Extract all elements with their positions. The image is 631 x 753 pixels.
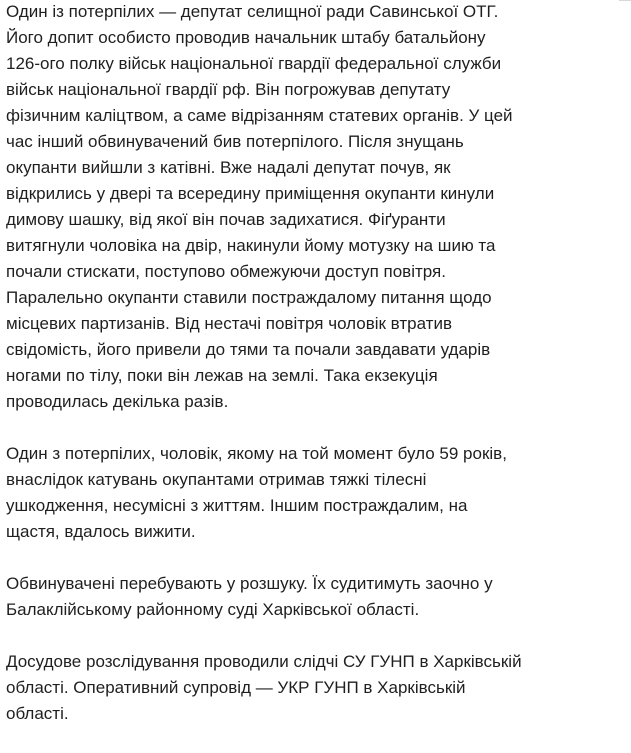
text-line: фізичним каліцтвом, а саме відрізанням статевих органів. У цей bbox=[6, 106, 513, 125]
text-line: витягнули чоловіка на двір, накинули йому мотузку на шию та bbox=[6, 236, 496, 255]
text-line: Один із потерпілих — депутат селищної ради Савинської ОТГ. bbox=[6, 2, 499, 21]
text-line: області. bbox=[6, 704, 69, 723]
paragraph bbox=[6, 571, 631, 623]
text-line: місцевих партизанів. Від нестачі повітря чоловік втратив bbox=[6, 314, 452, 333]
text-line: військ національної гвардії рф. Він погрожував депутату bbox=[6, 80, 451, 99]
text-line: відкрились у двері та всередину приміщення окупанти кинули bbox=[6, 184, 495, 203]
text-line: Його допит особисто проводив начальник штабу батальйону bbox=[6, 28, 486, 47]
text-line: Досудове розслідування проводили слідчі СУ ГУНП в Харківській bbox=[6, 652, 522, 671]
text-line: Паралельно окупанти ставили постраждалому питання щодо bbox=[6, 288, 492, 307]
text-line: області. Оперативний супровід — УКР ГУНП в Харківській bbox=[6, 678, 466, 697]
text-line: свідомість, його привели до тями та почали завдавати ударів bbox=[6, 340, 491, 359]
text-line: окупанти вийшли з катівні. Вже надалі депутат почув, як bbox=[6, 158, 451, 177]
text-line: почали стискати, поступово обмежуючи доступ повітря. bbox=[6, 262, 446, 281]
text-line: 126-ого полку військ національної гвардії федеральної служби bbox=[6, 54, 502, 73]
paragraph bbox=[6, 649, 631, 727]
text-line: Обвинувачені перебувають у розшуку. Їх судитимуть заочно у bbox=[6, 574, 493, 593]
text-line: Балаклійському районному суді Харківської області. bbox=[6, 600, 420, 619]
article-body bbox=[6, 0, 631, 753]
text-line: щастя, вдалось вижити. bbox=[6, 522, 196, 541]
text-line: ногами по тілу, поки він лежав на землі. Така екзекуція bbox=[6, 366, 438, 385]
text-line: проводилась декілька разів. bbox=[6, 392, 229, 411]
text-line: час інший обвинувачений бив потерпілого. Після знущань bbox=[6, 132, 464, 151]
text-line: Один з потерпілих, чоловік, якому на той момент було 59 років, bbox=[6, 444, 507, 463]
text-line: ушкодження, несумісні з життям. Іншим постраждалим, на bbox=[6, 496, 468, 515]
paragraph bbox=[6, 441, 631, 545]
text-line: внаслідок катувань окупантами отримав тяжкі тілесні bbox=[6, 470, 427, 489]
paragraph bbox=[6, 0, 631, 415]
text-line: димову шашку, від якої він почав задихатися. Фіґуранти bbox=[6, 210, 446, 229]
